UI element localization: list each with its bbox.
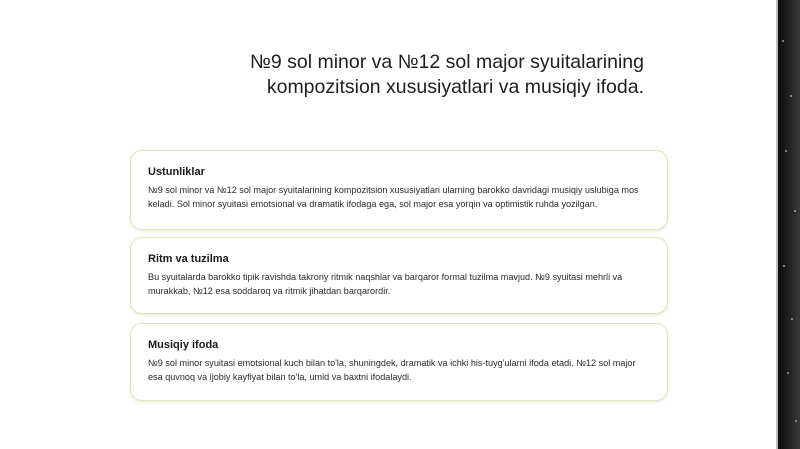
card-ritm-va-tuzilma <box>130 237 668 314</box>
card-body: Bu syuitalarda barokko tipik ravishda takroriy ritmik naqshlar va barqaror formal tuzilma mavjud. №9 syuitasi mehrli va murakkab, №12 esa soddaroq va ritmik jihatdan barqarordir. <box>148 272 623 296</box>
card-heading: Ritm va tuzilma <box>148 253 229 265</box>
card-musiqiy-ifoda <box>130 323 668 401</box>
card-body: №9 sol minor va №12 sol major syuitalarining kompozitsion xususiyatlari ularning barokko davridagi musiqiy uslubiga mos keladi. Sol minor syuitasi emotsional va dramatik ifodaga ega, sol major esa yorqin va optimistik ruhda yozilgan. <box>148 185 639 209</box>
card-heading: Ustunliklar <box>148 166 205 178</box>
slide-title-line-1: №9 sol minor va №12 sol major syuitalarining <box>249 51 644 73</box>
card-body: №9 sol minor syuitasi emotsional kuch bilan to'la, shuningdek, dramatik va ichki his-tuyg'ularni ifoda etadi. №12 sol major esa quvnoq va ijobiy kayfiyat bilan to'la, umid va baxtni ifodalaydi. <box>148 358 636 382</box>
card-ustunliklar <box>130 150 668 230</box>
decorative-edge-strip <box>778 0 800 449</box>
card-heading: Musiqiy ifoda <box>148 339 219 351</box>
slide-title-line-2: kompozitsion xususiyatlari va musiqiy ifoda. <box>266 76 644 98</box>
slide-title <box>164 50 644 100</box>
